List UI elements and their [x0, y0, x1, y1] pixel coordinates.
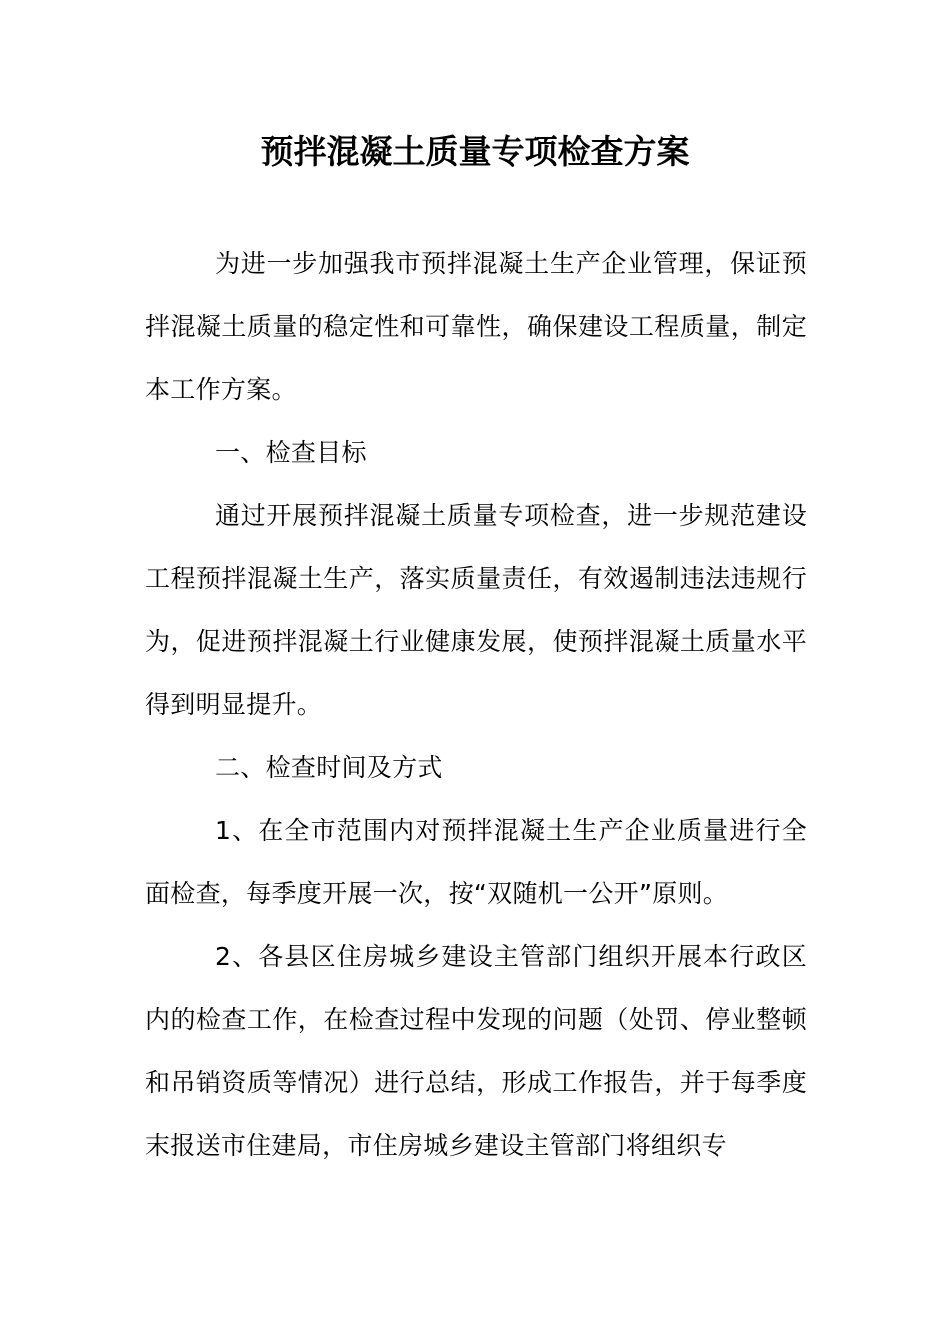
item-1-paragraph: 1、在全市范围内对预拌混凝土生产企业质量进行全面检查，每季度开展一次，按“双随机一公开”原则。	[145, 816, 807, 908]
section-heading-time-method: 二、检查时间及方式	[215, 753, 443, 782]
section-heading-objective: 一、检查目标	[215, 438, 367, 467]
document-body	[145, 232, 807, 1177]
document-title: 预拌混凝土质量专项检查方案	[260, 132, 690, 171]
intro-paragraph: 为进一步加强我市预拌混凝土生产企业管理，保证预拌混凝土质量的稳定性和可靠性，确保建设工程质量，制定本工作方案。	[145, 249, 807, 404]
objective-paragraph: 通过开展预拌混凝土质量专项检查，进一步规范建设工程预拌混凝土生产，落实质量责任，有效遏制违法违规行为，促进预拌混凝土行业健康发展，使预拌混凝土质量水平得到明显提升。	[145, 501, 807, 719]
item-2-paragraph: 2、各县区住房城乡建设主管部门组织开展本行政区内的检查工作，在检查过程中发现的问题（处罚、停业整顿和吊销资质等情况）进行总结，形成工作报告，并于每季度末报送市住建局，市住房城乡建设主管部门将组织专	[145, 942, 807, 1160]
